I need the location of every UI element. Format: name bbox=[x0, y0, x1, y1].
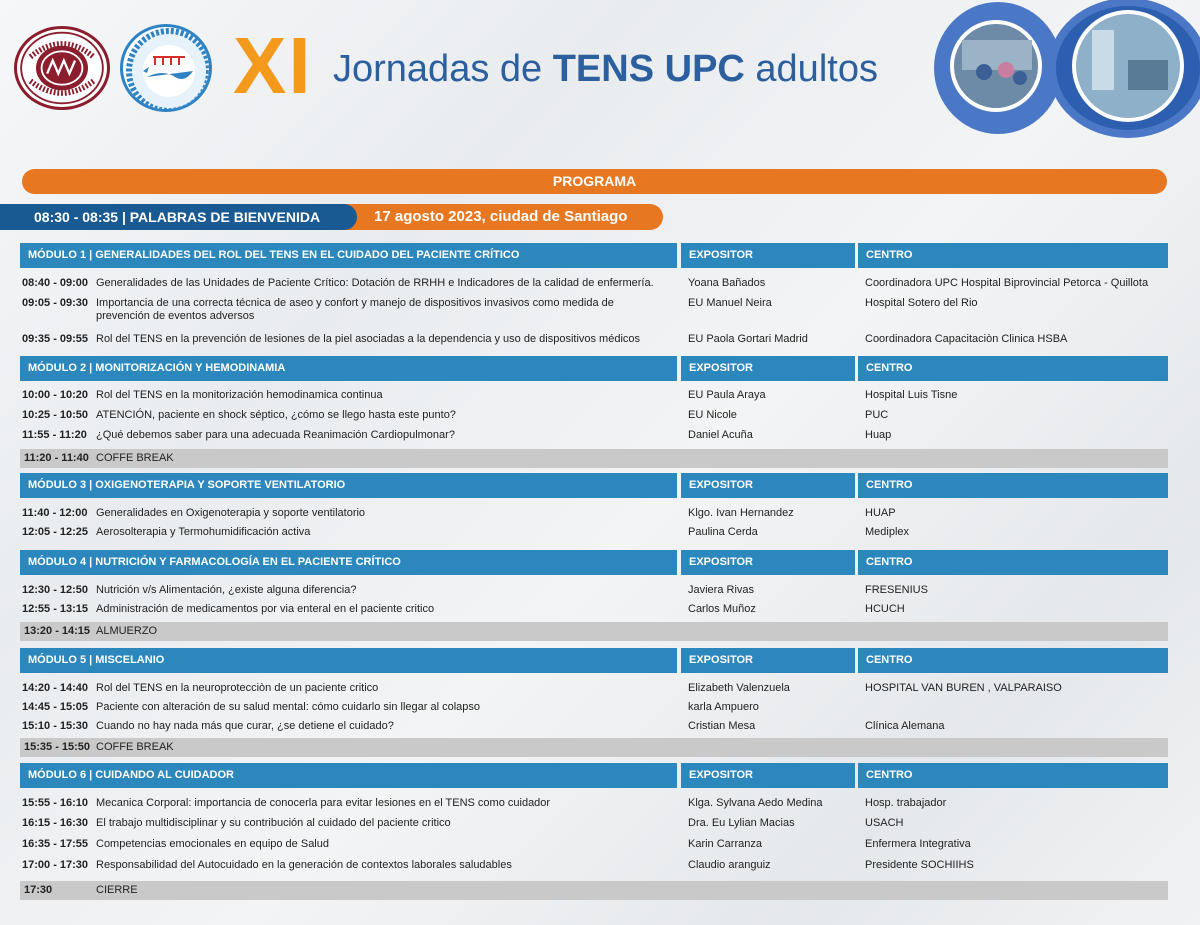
expositor-header: EXPOSITOR bbox=[681, 763, 855, 788]
welcome-session: 08:30 - 08:35 | PALABRAS DE BIENVENIDA bbox=[0, 204, 357, 230]
sociedad-chilena-medicina-intensiva-logo bbox=[14, 26, 110, 110]
module-1-header: MÓDULO 1 | GENERALIDADES DEL ROL DEL TENS EN EL CUIDADO DEL PACIENTE CRÍTICO bbox=[20, 243, 677, 268]
division-enfermeria-logo bbox=[120, 24, 212, 112]
expositor-header: EXPOSITOR bbox=[681, 473, 855, 498]
break-row: 17:30 CIERRE bbox=[20, 881, 1168, 900]
expositor-header: EXPOSITOR bbox=[681, 356, 855, 381]
centro-header: CENTRO bbox=[858, 243, 1168, 268]
expositor-header: EXPOSITOR bbox=[681, 243, 855, 268]
module-4-header: MÓDULO 4 | NUTRICIÓN Y FARMACOLOGÍA EN EL PACIENTE CRÍTICO bbox=[20, 550, 677, 575]
module-5-header: MÓDULO 5 | MISCELANIO bbox=[20, 648, 677, 673]
centro-header: CENTRO bbox=[858, 356, 1168, 381]
edition-roman-numeral: XI bbox=[233, 21, 313, 110]
centro-header: CENTRO bbox=[858, 473, 1168, 498]
module-2-header: MÓDULO 2 | MONITORIZACIÓN Y HEMODINAMIA bbox=[20, 356, 677, 381]
centro-header: CENTRO bbox=[858, 550, 1168, 575]
module-6-header: MÓDULO 6 | CUIDANDO AL CUIDADOR bbox=[20, 763, 677, 788]
header-photos bbox=[928, 0, 1200, 140]
break-row: 11:20 - 11:40 COFFE BREAK bbox=[20, 449, 1168, 468]
expositor-header: EXPOSITOR bbox=[681, 550, 855, 575]
event-date: 17 agosto 2023, ciudad de Santiago bbox=[330, 204, 663, 230]
centro-header: CENTRO bbox=[858, 648, 1168, 673]
break-row: 13:20 - 14:15 ALMUERZO bbox=[20, 622, 1168, 641]
module-3-header: MÓDULO 3 | OXIGENOTERAPIA Y SOPORTE VENTILATORIO bbox=[20, 473, 677, 498]
programa-banner: PROGRAMA bbox=[22, 169, 1167, 194]
event-title: Jornadas de TENS UPC adultos bbox=[333, 48, 878, 90]
expositor-header: EXPOSITOR bbox=[681, 648, 855, 673]
centro-header: CENTRO bbox=[858, 763, 1168, 788]
break-row: 15:35 - 15:50 COFFE BREAK bbox=[20, 738, 1168, 757]
